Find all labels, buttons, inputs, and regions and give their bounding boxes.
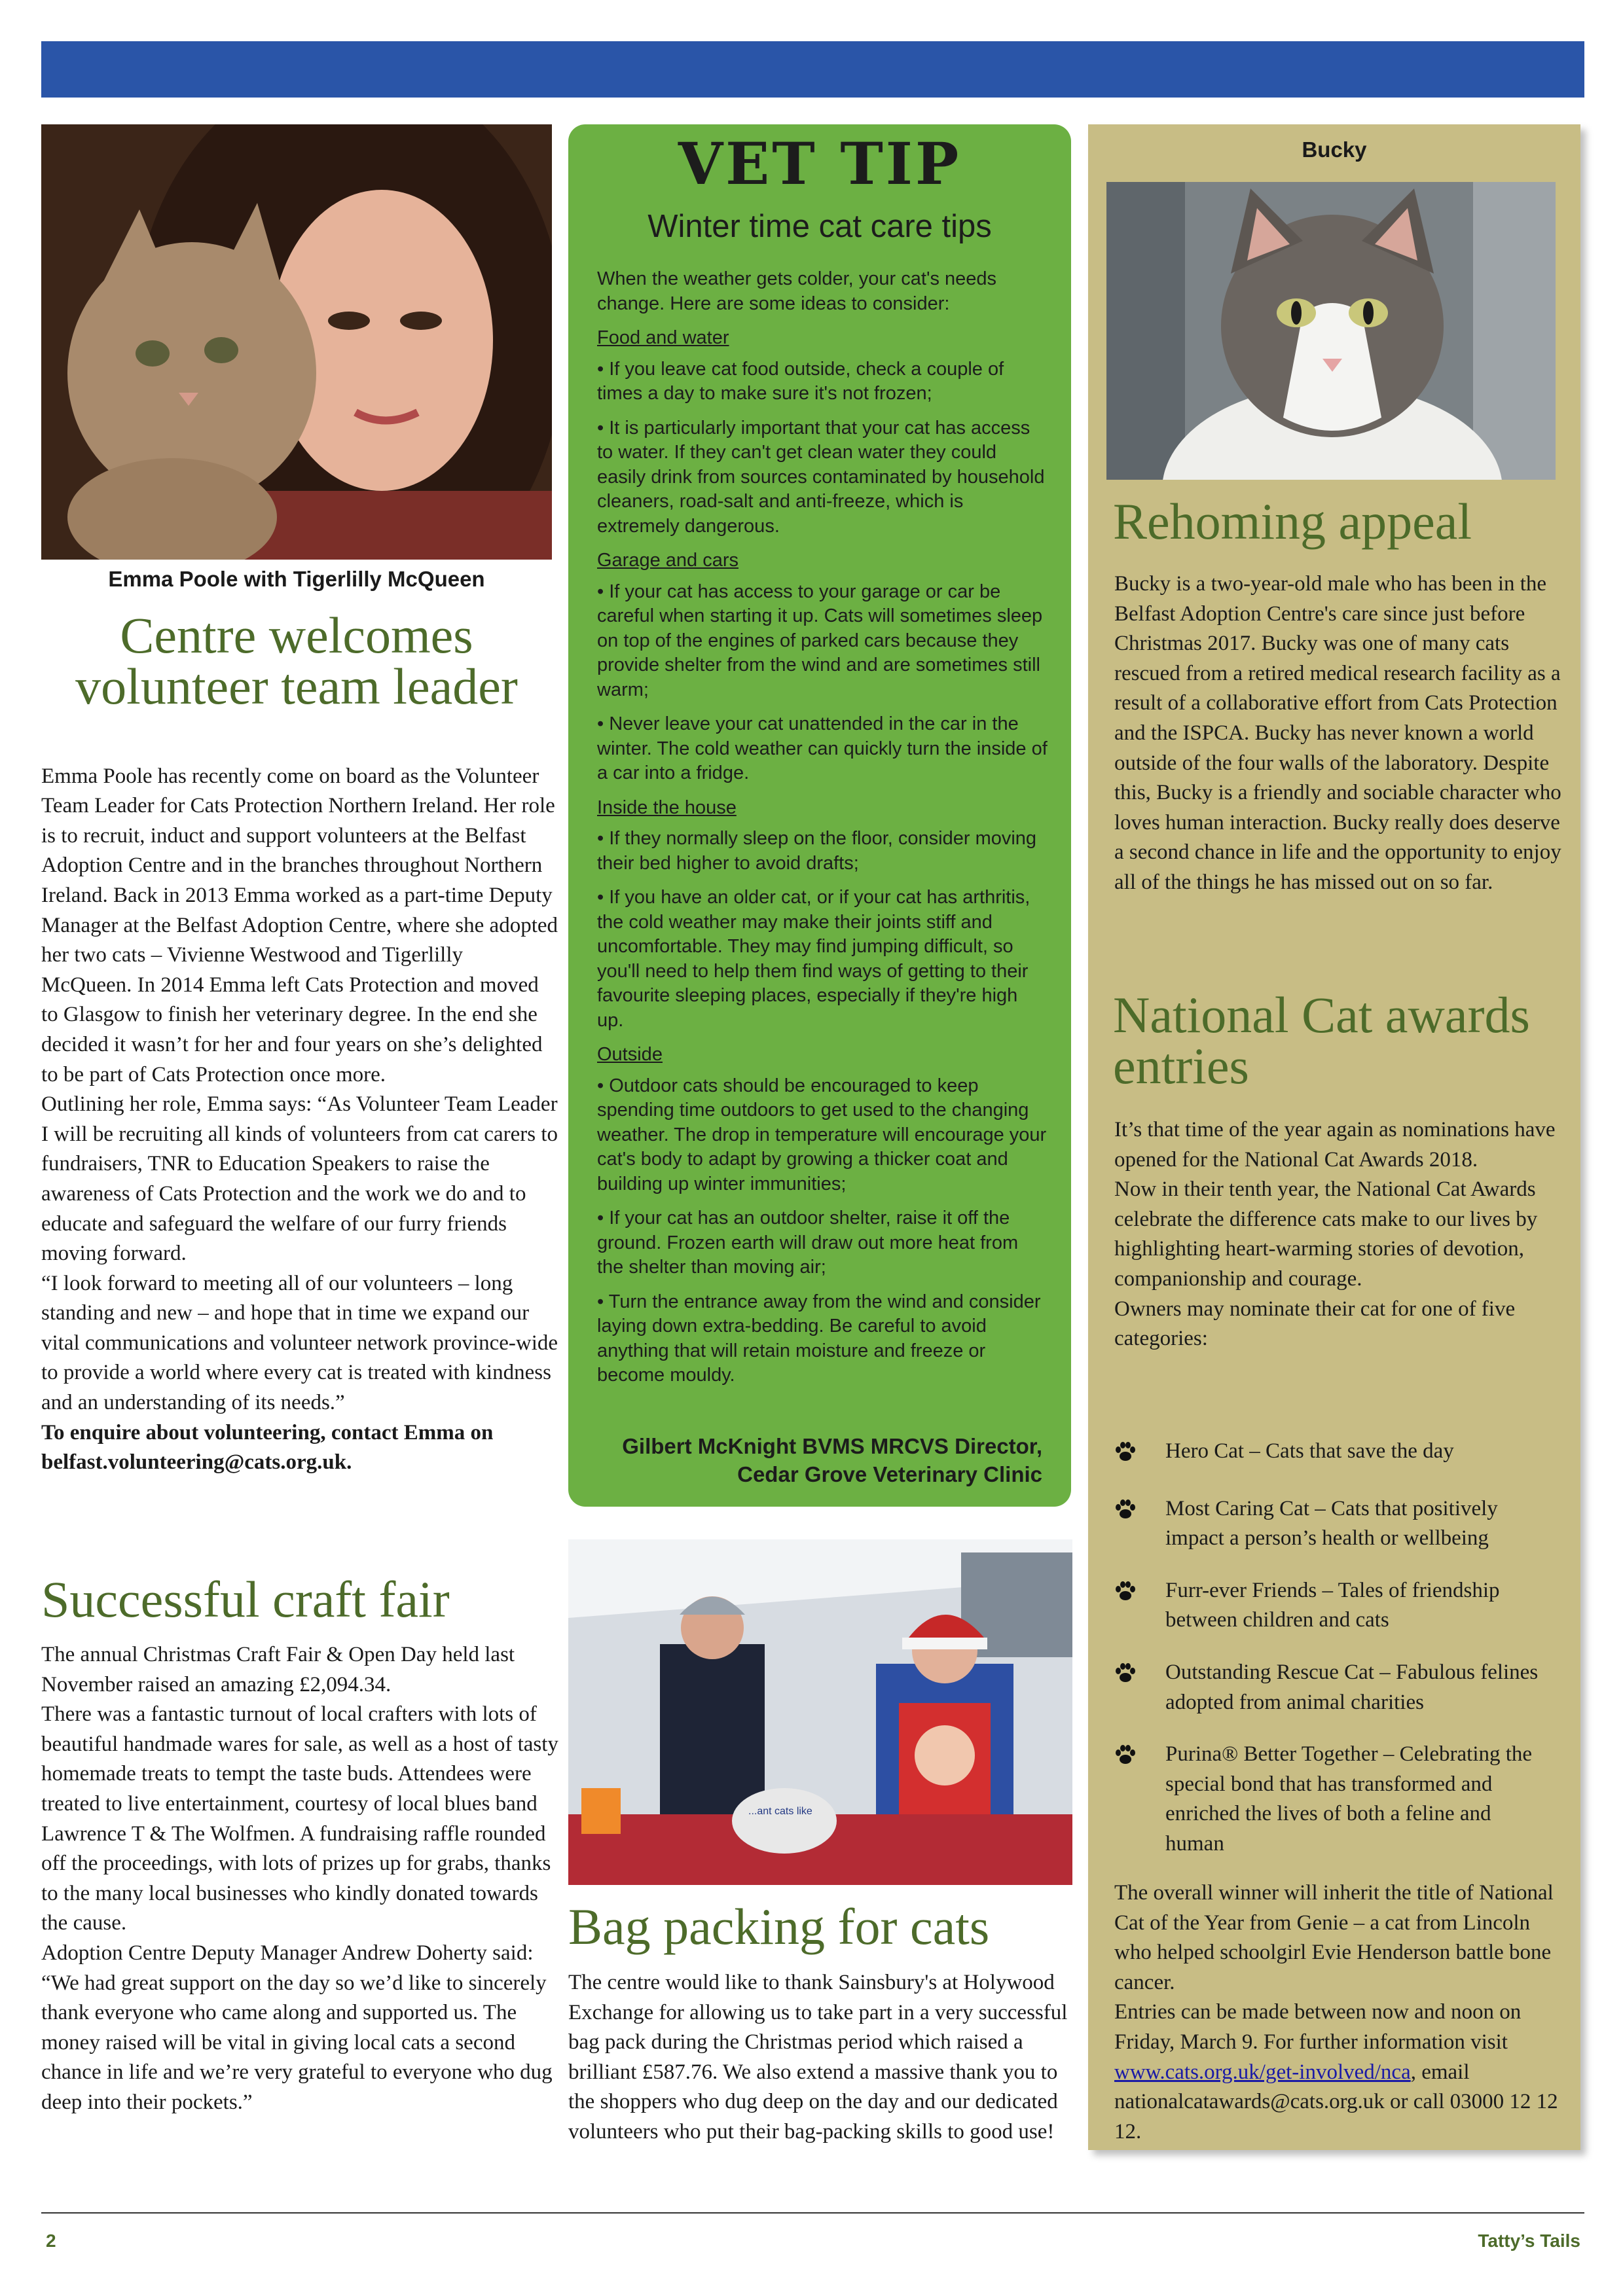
nca-website-link[interactable]: www.cats.org.uk/get-involved/nca [1114, 2060, 1411, 2084]
paw-print-icon [1114, 1576, 1165, 1611]
paw-print-icon [1114, 1494, 1165, 1530]
vet-tip-heading-food: Food and water [597, 327, 729, 348]
vet-tip-heading-garage: Garage and cars [597, 550, 739, 571]
vet-tip-title: VET TIP [678, 130, 962, 198]
page-number: 2 [46, 2231, 56, 2251]
nca-closing-contact: , email nationalcatawards@cats.org.uk or call 03000 12 12 12. [1114, 2060, 1558, 2144]
bag-packing-photo [568, 1539, 1072, 1885]
paw-print-icon [1114, 1437, 1165, 1472]
emma-cat-illustration [41, 124, 552, 560]
volunteer-contact: To enquire about volunteering, contact Emma on belfast.volunteering@cats.org.uk. [41, 1420, 494, 1475]
vet-tip-content [597, 267, 1049, 1398]
nca-category-text: Furr-ever Friends – Tales of friendship between children and cats [1165, 1578, 1500, 1632]
bucky-cat-illustration [1106, 182, 1556, 480]
vet-tip-subtitle: Winter time cat care tips [647, 209, 992, 244]
volunteer-article [41, 732, 558, 1507]
nca-closing-text: The overall winner will inherit the title of National Cat of the Year from Genie – a cat from Lincoln who helped schoolgirl Evie Henderson battle bone cancer. Entries can be made between now and noon on Friday, March 9. For further information visit [1114, 1881, 1554, 2054]
vet-tip-item: • If you have an older cat, or if your cat has arthritis, the cold weather may make their joints stiff and uncomfortable. They may find jumping difficult, so you'll need to help them find ways of getting to their favourite sleeping places, especially if they're high up. [597, 887, 1030, 1031]
nca-category-text: Outstanding Rescue Cat – Fabulous felines adopted from animal charities [1165, 1660, 1539, 1714]
nca-intro: It’s that time of the year again as nominations have opened for the National Cat Awards 2018. Now in their tenth year, the National Cat Awards celebrate the difference cats make to our lives by highlighting heart-warming stories of devotion, companionship and courage. Owners may nominate their cat for one of five categories: [1114, 1118, 1556, 1351]
nca-category-text: Hero Cat – Cats that save the day [1165, 1439, 1454, 1463]
vet-tip-item: • If you leave cat food outside, check a couple of times a day to make sure it's not frozen; [597, 358, 1004, 404]
volunteer-article-body: Emma Poole has recently come on board as the Volunteer Team Leader for Cats Protection Northern Ireland. Her role is to recruit, induct and support volunteers at the Belfast Adoption Centre and in the branches throughout Northern Ireland. Back in 2013 Emma worked as a part-time Deputy Manager at the Belfast Adoption Centre, where she adopted her two cats – Vivienne Westwood and Tigerlilly McQueen. In 2014 Emma left Cats Protection and moved to Glasgow to finish her veterinary degree. In the end she decided it wasn’t for her and four years on she’s delighted to be part of Cats Protection once more. Outlining her role, Emma says: “As Volunteer Team Leader I will be recruiting all kinds of volunteers from cat carers to fundraisers, TNR to Education Speakers to raise the awareness of Cats Protection and the work we do and to educate and safeguard the welfare of our furry friends moving forward. “I look forward to meeting all of our volunteers – long standing and new – and hope that in time we expand our vital communications and volunteer network province-wide to provide a world where every cat is treated with kindness and an understanding of its needs.” [41, 764, 558, 1415]
nca-category-list [1114, 1437, 1566, 1882]
nca-category-item [1114, 1740, 1566, 1859]
paw-print-icon [1114, 1658, 1165, 1693]
vet-tip-intro: When the weather gets colder, your cat's needs change. Here are some ideas to consider: [597, 268, 997, 314]
volunteers-at-stall-illustration [568, 1539, 1072, 1885]
nca-category-text: Purina® Better Together – Celebrating the special bond that has transformed and enriched the lives of both a feline and human [1165, 1742, 1533, 1856]
vet-tip-item: • Turn the entrance away from the wind and consider laying down extra-bedding. Be careful to avoid anything that will retain moisture and freeze or become mouldy. [597, 1291, 1041, 1386]
emma-photo-caption: Emma Poole with Tigerlilly McQueen [108, 567, 485, 591]
vet-tip-heading-outside: Outside [597, 1044, 663, 1065]
vet-tip-item: • It is particularly important that your cat has access to water. If they can't get clean water they could easily drink from sources contaminated by household cleaners, road-salt and anti-freeze, which is extremely dangerous. [597, 417, 1045, 537]
craft-fair-headline: Successful craft fair [41, 1571, 450, 1628]
volunteer-headline: Centre welcomes volunteer team leader [75, 607, 518, 715]
nca-category-item [1114, 1494, 1566, 1554]
paw-print-icon [1114, 1740, 1165, 1775]
donation-bucket-text: ...ant cats like [748, 1806, 812, 1817]
rehoming-headline: Rehoming appeal [1113, 493, 1472, 550]
craft-fair-article: The annual Christmas Craft Fair & Open Day held last November raised an amazing £2,094.34. There was a fantastic turnout of local crafters with lots of beautiful handmade wares for sale, as well as a host of tasty homemade treats to tempt the taste buds. Attendees were treated to live entertainment, courtesy of local blues band Lawrence T & The Wolfmen. A fundraising raffle rounded off the proceedings, with lots of prizes up for grabs, thanks to the many local businesses who kindly donated towards the cause. Adoption Centre Deputy Manager Andrew Doherty said: “We had great support on the day so we’d like to sincerely thank everyone who came along and supported us. The money raised will be vital in giving local cats a second chance in life and we’re very grateful to everyone who dug deep into their pockets.” [41, 1643, 558, 2114]
bag-packing-article: The centre would like to thank Sainsbury's at Holywood Exchange for allowing us to take part in a very successful bag pack during the Christmas period which raised a brilliant £587.76. We also extend a massive thank you to the shoppers who dug deep on the day and our dedicated volunteers who put their bag-packing skills to good use! [568, 1971, 1068, 2144]
rehoming-article: Bucky is a two-year-old male who has been in the Belfast Adoption Centre's care since just before Christmas 2017. Bucky was one of many cats rescued from a retired medical research facility as a result of a collaborative effort from Cats Protection and the ISPCA. Bucky has never known a world outside of the four walls of the laboratory. Despite this, Bucky is a friendly and sociable character who loves human interaction. Bucky really does deserve a second chance in life and the opportunity to enjoy all of the things he has missed out on so far. [1114, 572, 1561, 894]
nca-category-item [1114, 1437, 1566, 1472]
bucky-caption: Bucky [1302, 137, 1367, 162]
bag-packing-headline: Bag packing for cats [568, 1898, 990, 1955]
footer-divider [41, 2212, 1584, 2214]
vet-tip-heading-house: Inside the house [597, 797, 737, 818]
vet-tip-item: • If they normally sleep on the floor, consider moving their bed higher to avoid drafts; [597, 828, 1037, 874]
bucky-photo [1106, 182, 1556, 480]
nca-headline: National Cat awards entries [1113, 986, 1530, 1094]
vet-tip-signature: Gilbert McKnight BVMS MRCVS Director, Cedar Grove Veterinary Clinic [622, 1434, 1042, 1486]
vet-tip-item: • Outdoor cats should be encouraged to keep spending time outdoors to get used to the changing weather. The drop in temperature will encourage your cat's body to adapt by growing a thicker coat and building up winter immunities; [597, 1075, 1047, 1194]
top-banner [41, 41, 1584, 98]
publication-name: Tatty’s Tails [1478, 2231, 1580, 2251]
vet-tip-item: • If your cat has access to your garage or car be careful when starting it up. Cats will sometimes sleep on top of the engines of parked cars because they provide shelter from the wind and are sometimes still warm; [597, 581, 1043, 700]
nca-closing [1114, 1878, 1566, 2147]
nca-category-item [1114, 1576, 1566, 1636]
emma-poole-photo [41, 124, 552, 560]
vet-tip-item: • If your cat has an outdoor shelter, raise it off the ground. Frozen earth will draw out more heat from the shelter than moving air; [597, 1208, 1019, 1278]
nca-category-text: Most Caring Cat – Cats that positively impact a person’s health or wellbeing [1165, 1496, 1498, 1551]
nca-category-item [1114, 1658, 1566, 1717]
vet-tip-item: • Never leave your cat unattended in the car in the winter. The cold weather can quickly turn the inside of a car into a fridge. [597, 713, 1048, 783]
